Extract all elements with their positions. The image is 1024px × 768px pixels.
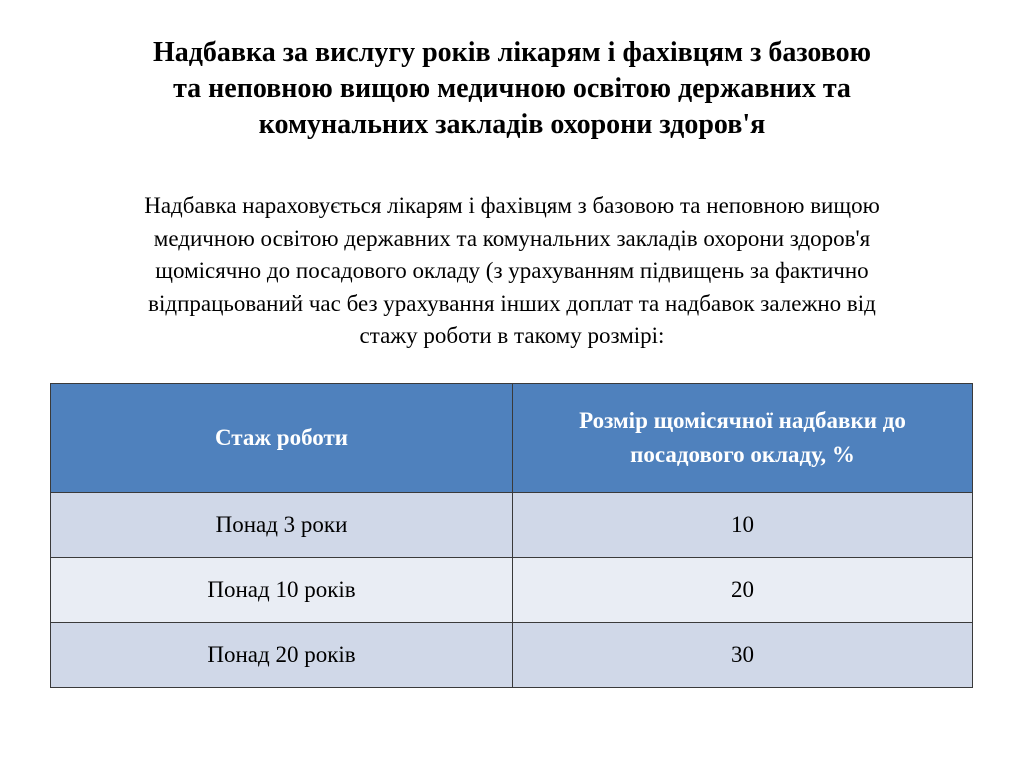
seniority-bonus-table (50, 383, 973, 688)
table-row (51, 558, 973, 623)
title-line: Надбавка за вислугу років лікарям і фахівцям з базовою (152, 37, 872, 68)
description-line: медичною освітою державних та комунальних закладів охорони здоров'я (153, 225, 871, 251)
title-line: комунальних закладів охорони здоров'я (258, 109, 766, 140)
description-line: відпрацьований час без урахування інших доплат та надбавок залежно від (148, 290, 876, 316)
table-row (51, 493, 973, 558)
cell-experience: Понад 10 років (51, 558, 513, 623)
slide-title (40, 35, 984, 143)
header-experience: Стаж роботи (51, 384, 513, 493)
description-paragraph (40, 190, 984, 353)
header-bonus-size (513, 384, 973, 493)
cell-experience: Понад 3 роки (51, 493, 513, 558)
title-line: та неповною вищою медичною освітою державних та (173, 73, 851, 104)
cell-experience: Понад 20 років (51, 623, 513, 688)
cell-bonus: 30 (513, 623, 973, 688)
table-row (51, 623, 973, 688)
description-line: стажу роботи в такому розмірі: (359, 323, 665, 348)
table-header-row (51, 384, 973, 493)
cell-bonus: 20 (513, 558, 973, 623)
header-bonus-line: Розмір щомісячної надбавки до (579, 408, 906, 433)
cell-bonus: 10 (513, 493, 973, 558)
header-bonus-line: посадового окладу, % (630, 442, 855, 467)
description-line: щомісячно до посадового окладу (з урахуванням підвищень за фактично (155, 258, 869, 283)
description-line: Надбавка нараховується лікарям і фахівцям з базовою та неповною вищою (144, 193, 880, 218)
